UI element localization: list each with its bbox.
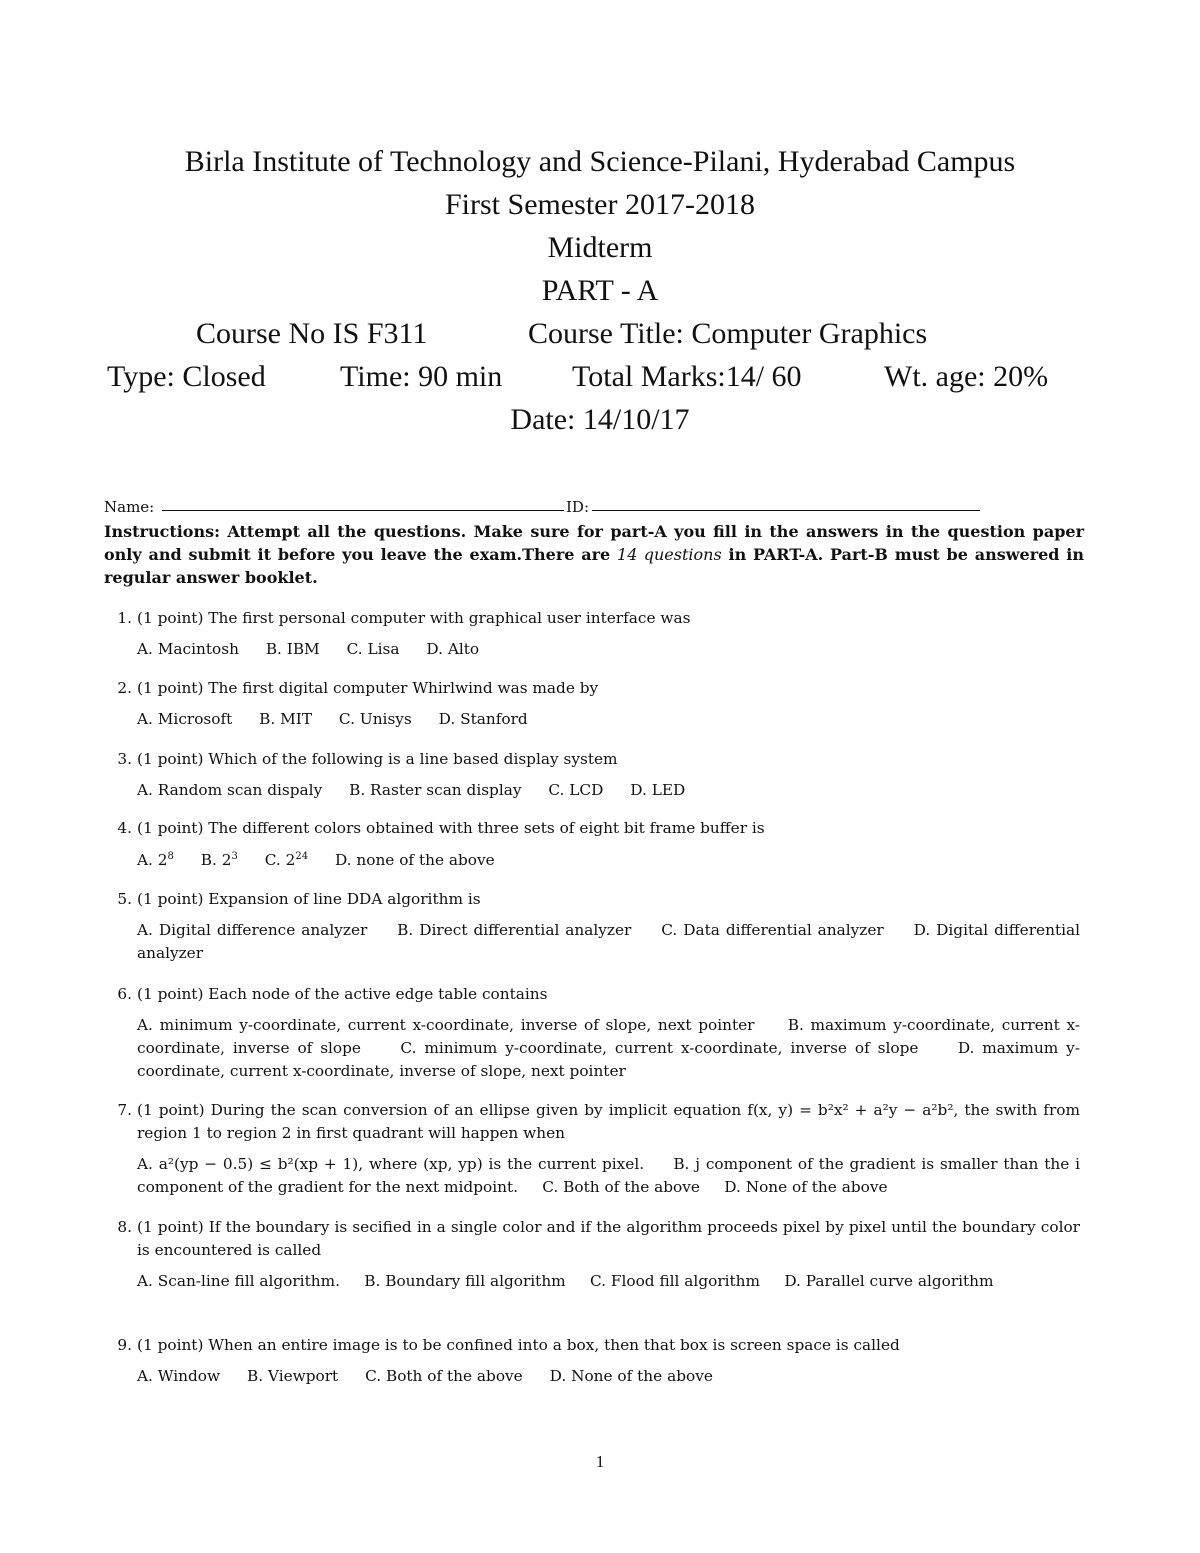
name-label: Name:	[104, 498, 155, 516]
name-field[interactable]	[162, 510, 564, 511]
semester: First Semester 2017-2018	[445, 188, 755, 221]
question-number: 6.	[117, 985, 132, 1003]
option-c[interactable]: C. Unisys	[338, 710, 412, 728]
question-text: (1 point) The first digital computer Whirlwind was made by	[137, 679, 599, 697]
id-label: ID:	[566, 498, 590, 516]
option-b[interactable]: B. MIT	[259, 710, 313, 728]
question-text: (1 point) The first personal computer with graphical user interface was	[137, 609, 691, 627]
part-label: PART - A	[541, 274, 659, 307]
total-marks: Total Marks:14/ 60	[572, 360, 802, 393]
option-c[interactable]: C. LCD	[548, 781, 604, 799]
instructions-italic: 14 questions	[617, 545, 722, 564]
option-d[interactable]: D. None of the above	[549, 1367, 713, 1385]
course-no: Course No IS F311	[196, 317, 428, 350]
instructions	[104, 520, 1084, 589]
option-c[interactable]	[265, 851, 308, 869]
options	[137, 638, 1080, 661]
exam-date: Date: 14/10/17	[510, 403, 690, 436]
institute-title: Birla Institute of Technology and Science-Pilani, Hyderabad Campus	[184, 145, 1016, 178]
question-number: 4.	[117, 819, 132, 837]
option-b-exp: 3	[231, 850, 238, 862]
exam-name: Midterm	[547, 231, 653, 264]
option-c-exp: 24	[295, 850, 309, 862]
option-a-exp: 8	[167, 850, 174, 862]
exam-time: Time: 90 min	[340, 360, 503, 393]
option-b[interactable]: B. Viewport	[246, 1367, 339, 1385]
options	[137, 1365, 1080, 1388]
question-text: (1 point) Which of the following is a line based display system	[137, 750, 618, 768]
option-d[interactable]: D. Alto	[426, 640, 480, 658]
option-a[interactable]	[137, 851, 174, 869]
options[interactable]: A. Scan-line fill algorithm. B. Boundary fill algorithm C. Flood fill algorithm D. Parallel curve algorithm	[137, 1272, 994, 1290]
option-c[interactable]: C. Lisa	[346, 640, 400, 658]
question-number: 1.	[117, 609, 132, 627]
option-b[interactable]: B. Raster scan display	[349, 781, 522, 799]
option-a[interactable]: A. Microsoft	[137, 710, 233, 728]
id-field[interactable]	[592, 510, 980, 511]
weightage: Wt. age: 20%	[884, 360, 1049, 393]
question-number: 9.	[117, 1336, 132, 1354]
options	[137, 708, 1080, 731]
question-text: (1 point) Expansion of line DDA algorithm is	[137, 890, 481, 908]
option-d[interactable]: D. Stanford	[438, 710, 528, 728]
question-number: 3.	[117, 750, 132, 768]
option-d[interactable]: D. none of the above	[334, 851, 495, 869]
option-c[interactable]: C. Both of the above	[365, 1367, 523, 1385]
option-a[interactable]: A. Random scan dispaly	[137, 781, 323, 799]
option-b[interactable]: B. IBM	[265, 640, 320, 658]
option-a[interactable]: A. Macintosh	[137, 640, 239, 658]
question-text: (1 point) If the boundary is secified in a single color and if the algorithm proceeds pixel by pixel until the boundary color is encountered is called	[137, 1218, 1080, 1259]
option-b[interactable]	[201, 851, 238, 869]
option-c-base: C. 2	[264, 851, 296, 869]
question-text: (1 point) The different colors obtained with three sets of eight bit frame buffer is	[137, 819, 765, 837]
option-a[interactable]: A. Window	[137, 1367, 221, 1385]
options	[137, 779, 1080, 802]
exam-type: Type: Closed	[107, 360, 266, 393]
question-number: 5.	[117, 890, 132, 908]
option-a-base: A. 2	[137, 851, 168, 869]
instructions-text-2: in PART-A. Part-B must be answered in regular answer booklet.	[104, 545, 1085, 587]
question-text: (1 point) Each node of the active edge table contains	[137, 985, 548, 1003]
page-number: 1	[595, 1452, 605, 1471]
option-b-base: B. 2	[200, 851, 232, 869]
question-number: 7.	[117, 1101, 132, 1119]
question-number: 8.	[117, 1218, 132, 1236]
question-number: 2.	[117, 679, 132, 697]
question-text: (1 point) When an entire image is to be confined into a box, then that box is screen space is called	[137, 1336, 900, 1354]
question-text: (1 point) During the scan conversion of an ellipse given by implicit equation f(x, y) = b²x² + a²y − a²b², the swith from region 1 to region 2 in first quadrant will happen when	[137, 1101, 1080, 1142]
options[interactable]: A. a²(yp − 0.5) ≤ b²(xp + 1), where (xp, yp) is the current pixel. B. j component of the gradient is smaller than the i component of the gradient for the next midpoint. C. Both of the above D. None of the above	[137, 1155, 1085, 1196]
instructions-text-1: Instructions: Attempt all the questions. Make sure for part-A you fill in the answers in the question paper only and submit it before you leave the exam.There are	[104, 522, 1084, 564]
options[interactable]: A. Digital difference analyzer B. Direct differential analyzer C. Data differential analyzer D. Digital differential analyzer	[137, 921, 1086, 962]
options	[137, 849, 1080, 872]
course-title: Course Title: Computer Graphics	[528, 317, 928, 350]
options[interactable]: A. minimum y-coordinate, current x-coordinate, inverse of slope, next pointer B. maximum y-coordinate, current x-coordinate, inverse of slope C. minimum y-coordinate, current x-coordinate, inverse of slope D. maximum y-coordinate, current x-coordinate, inverse of slope, next pointer	[137, 1016, 1080, 1080]
option-d[interactable]: D. LED	[630, 781, 686, 799]
